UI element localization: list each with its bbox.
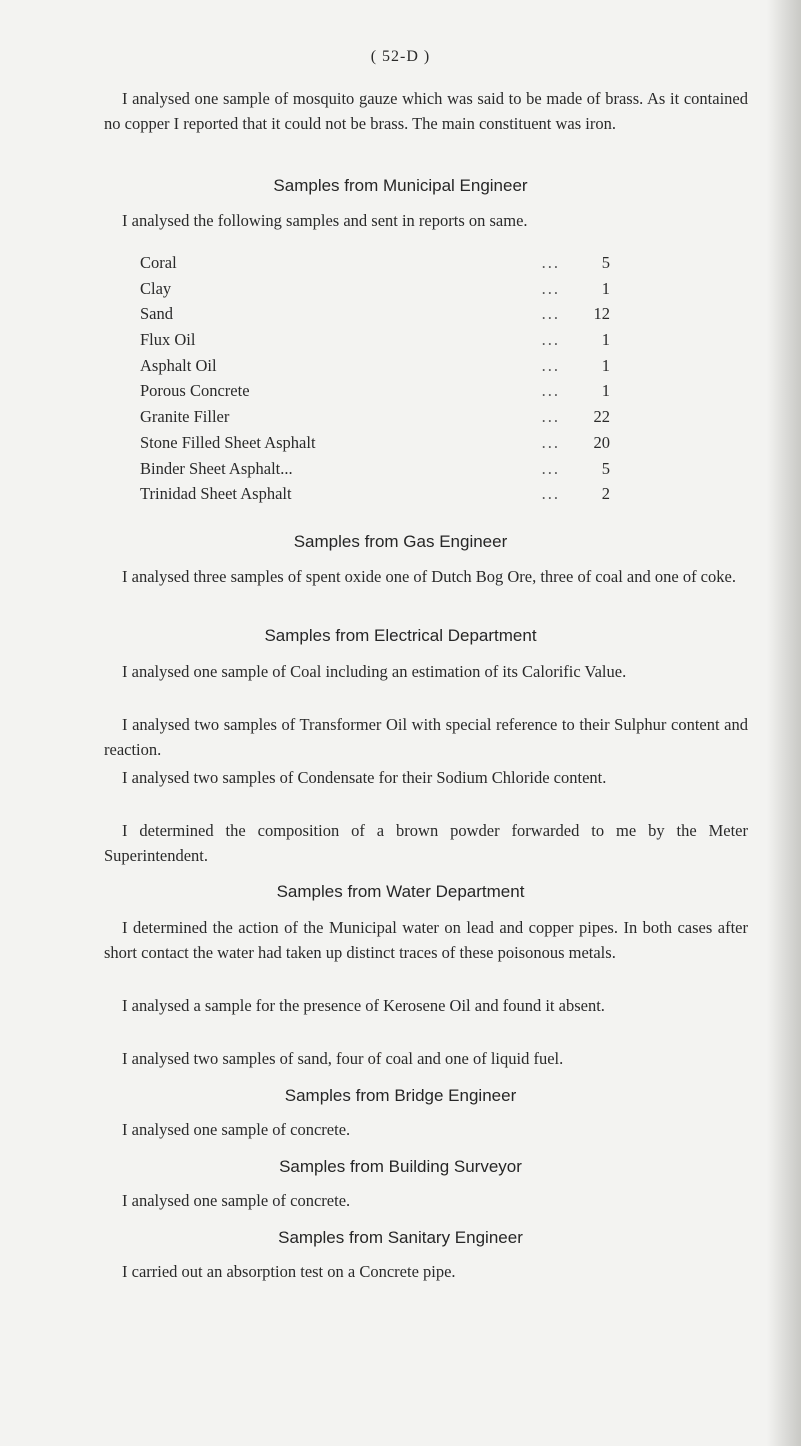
table-row	[140, 250, 610, 276]
table-row	[140, 404, 610, 430]
water-paragraph-1: I determined the action of the Municipal water on lead and copper pipes. In both cases after short contact the water had taken up distinct traces of these poisonous metals.	[104, 918, 748, 962]
leader-dots: ...	[541, 253, 560, 272]
electrical-paragraph-1: I analysed one sample of Coal including an estimation of its Calorific Value.	[122, 662, 627, 681]
water-paragraph-3: I analysed two samples of sand, four of coal and one of liquid fuel.	[122, 1049, 564, 1068]
sample-name: Clay	[140, 278, 172, 298]
intro-paragraph: I analysed one sample of mosquito gauze which was said to be made of brass. As it contained no copper I reported that it could not be brass. The main constituent was iron.	[104, 89, 748, 133]
sanitary-paragraph: I carried out an absorption test on a Concrete pipe.	[122, 1262, 456, 1281]
electrical-paragraph-4: I determined the composition of a brown powder forwarded to me by the Meter Superintendent.	[104, 821, 748, 865]
heading-bridge-engineer: Samples from Bridge Engineer	[284, 1086, 517, 1105]
samples-table	[140, 250, 610, 507]
sample-count: 20	[593, 432, 610, 452]
sample-count: 1	[601, 355, 610, 375]
table-row	[140, 327, 610, 353]
table-row	[140, 353, 610, 379]
sample-name: Granite Filler	[140, 407, 230, 427]
sample-count: 1	[601, 278, 610, 298]
leader-dots: ...	[541, 432, 560, 452]
sample-name: Flux Oil	[140, 330, 196, 350]
sample-name: Coral	[140, 253, 177, 272]
leader-dots: ...	[541, 304, 560, 324]
sample-name: Binder Sheet Asphalt...	[140, 458, 293, 478]
leader-dots: ...	[541, 355, 560, 375]
leader-dots: ...	[541, 278, 560, 298]
heading-municipal-engineer: Samples from Municipal Engineer	[273, 176, 528, 195]
table-row	[140, 430, 610, 456]
heading-gas-engineer: Samples from Gas Engineer	[293, 532, 508, 551]
leader-dots: ...	[541, 458, 560, 478]
electrical-paragraph-3: I analysed two samples of Condensate for their Sodium Chloride content.	[122, 768, 607, 787]
sample-name: Asphalt Oil	[140, 355, 217, 375]
table-row	[140, 276, 610, 302]
heading-sanitary-engineer: Samples from Sanitary Engineer	[278, 1228, 523, 1247]
leader-dots: ...	[541, 381, 560, 401]
heading-building-surveyor: Samples from Building Surveyor	[279, 1157, 522, 1176]
table-row	[140, 481, 610, 507]
table-row	[140, 301, 610, 327]
sample-count: 22	[593, 407, 610, 427]
heading-water-department: Samples from Water Department	[276, 882, 525, 901]
heading-electrical-department: Samples from Electrical Department	[264, 626, 537, 645]
municipal-paragraph: I analysed the following samples and sent in reports on same.	[122, 211, 528, 230]
building-paragraph: I analysed one sample of concrete.	[122, 1191, 351, 1210]
sample-count: 2	[601, 484, 610, 504]
water-paragraph-2: I analysed a sample for the presence of Kerosene Oil and found it absent.	[122, 996, 605, 1015]
table-row	[140, 456, 610, 482]
leader-dots: ...	[541, 330, 560, 350]
leader-dots: ...	[541, 407, 560, 427]
sample-count: 5	[601, 458, 610, 478]
sample-count: 1	[601, 381, 610, 401]
page-number: ( 52-D )	[370, 48, 431, 65]
gas-paragraph: I analysed three samples of spent oxide one of Dutch Bog Ore, three of coal and one of coke.	[122, 567, 736, 586]
sample-count: 1	[601, 330, 610, 350]
sample-name: Sand	[140, 304, 173, 324]
electrical-paragraph-2: I analysed two samples of Transformer Oil with special reference to their Sulphur content and reaction.	[104, 715, 748, 759]
sample-name: Stone Filled Sheet Asphalt	[140, 432, 316, 452]
bridge-paragraph: I analysed one sample of concrete.	[122, 1120, 351, 1139]
table-row	[140, 378, 610, 404]
sample-name: Porous Concrete	[140, 381, 250, 401]
leader-dots: ...	[541, 484, 560, 504]
sample-name: Trinidad Sheet Asphalt	[140, 484, 292, 504]
sample-count: 12	[593, 304, 610, 324]
sample-count: 5	[601, 253, 610, 272]
